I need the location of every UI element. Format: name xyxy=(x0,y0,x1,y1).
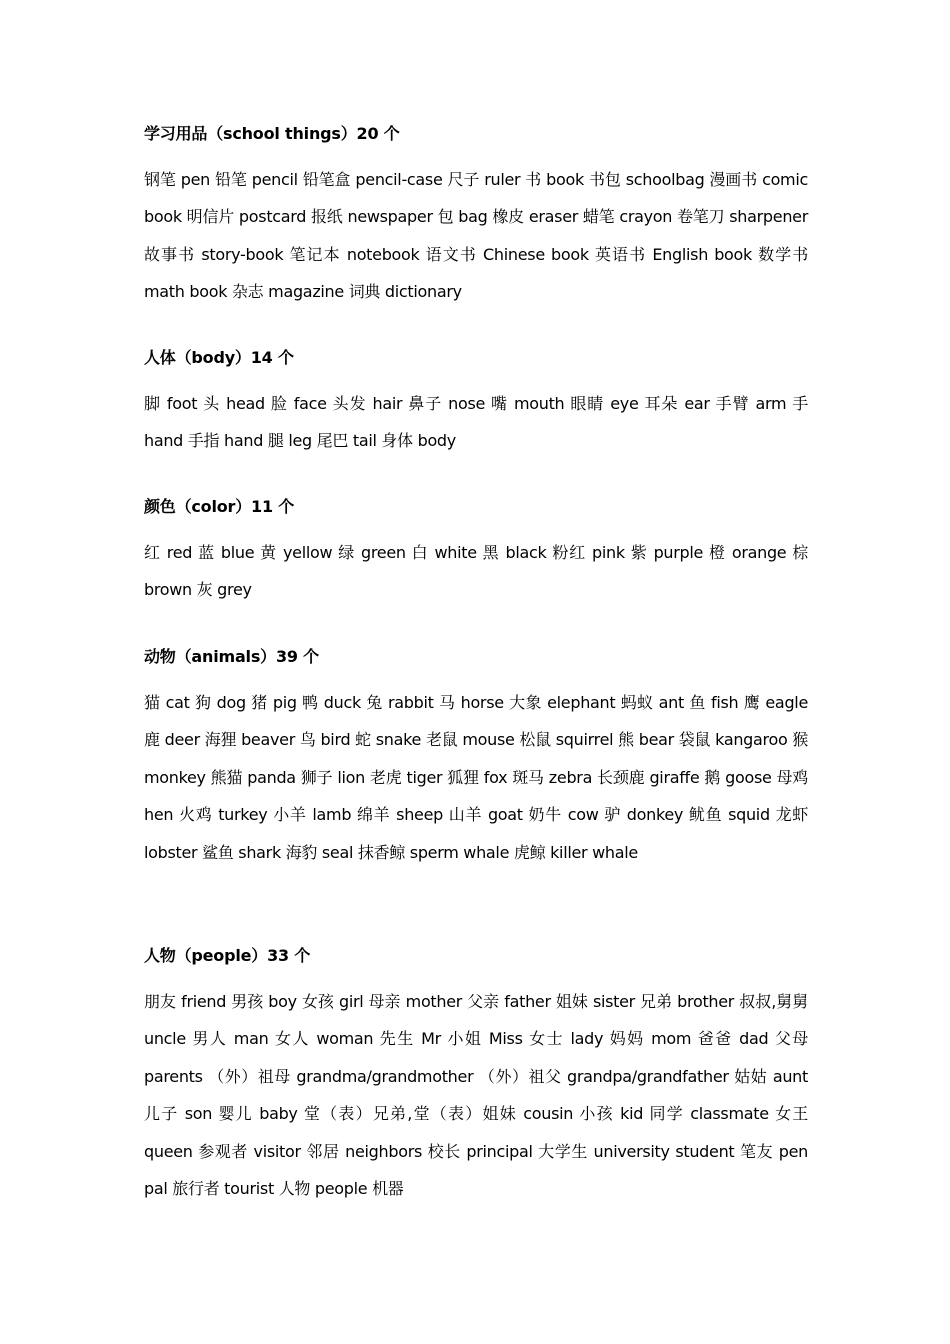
section-school-things xyxy=(144,124,808,311)
section-heading: 颜色（color）11 个 xyxy=(144,497,295,516)
section-body: 猫 cat 狗 dog 猪 pig 鸭 duck 兔 rabbit 马 horse 大象 elephant 蚂蚁 ant 鱼 fish 鹰 eagle 鹿 deer 海狸 beaver 鸟 bird 蛇 snake 老鼠 mouse 松鼠 squirrel 熊 bear 袋鼠 kangaroo 猴 monkey 熊猫 panda 狮子 lion 老虎 tiger 狐狸 fox 斑马 zebra 长颈鹿 giraffe 鹅 goose 母鸡 hen 火鸡 turkey 小羊 lamb 绵羊 sheep 山羊 goat 奶牛 cow 驴 donkey 鱿鱼 squid 龙虾 lobster 鲨鱼 shark 海豹 seal 抹香鲸 sperm whale 虎鲸 killer whale xyxy=(144,693,808,862)
section-body: 朋友 friend 男孩 boy 女孩 girl 母亲 mother 父亲 father 姐妹 sister 兄弟 brother 叔叔,舅舅 uncle 男人 man 女人 woman 先生 Mr 小姐 Miss 女士 lady 妈妈 mom 爸爸 dad 父母 parents （外）祖母 grandma/grandmother （外）祖父 grandpa/grandfather 姑姑 aunt 儿子 son 婴儿 baby 堂（表）兄弟,堂（表）姐妹 cousin 小孩 kid 同学 classmate 女王 queen 参观者 visitor 邻居 neighbors 校长 principal 大学生 university student 笔友 pen pal 旅行者 tourist 人物 people 机器 xyxy=(144,992,808,1199)
section-heading: 人物（people）33 个 xyxy=(144,946,311,965)
section-body: 钢笔 pen 铅笔 pencil 铅笔盒 pencil-case 尺子 ruler 书 book 书包 schoolbag 漫画书 comic book 明信片 postcard 报纸 newspaper 包 bag 橡皮 eraser 蜡笔 crayon 卷笔刀 sharpener 故事书 story-book 笔记本 notebook 语文书 Chinese book 英语书 English book 数学书 math book 杂志 magazine 词典 dictionary xyxy=(144,170,808,302)
section-animals xyxy=(144,647,808,871)
section-body: 红 red 蓝 blue 黄 yellow 绿 green 白 white 黑 black 粉红 pink 紫 purple 橙 orange 棕 brown 灰 grey xyxy=(144,543,808,600)
section-heading: 人体（body）14 个 xyxy=(144,348,294,367)
section-colors xyxy=(144,497,808,609)
section-heading: 动物（animals）39 个 xyxy=(144,647,319,666)
section-people xyxy=(144,946,808,1207)
section-body: 脚 foot 头 head 脸 face 头发 hair 鼻子 nose 嘴 mouth 眼睛 eye 耳朵 ear 手臂 arm 手 hand 手指 hand 腿 leg 尾巴 tail 身体 body xyxy=(144,394,808,451)
section-heading: 学习用品（school things）20 个 xyxy=(144,124,400,143)
section-body-parts xyxy=(144,348,808,460)
